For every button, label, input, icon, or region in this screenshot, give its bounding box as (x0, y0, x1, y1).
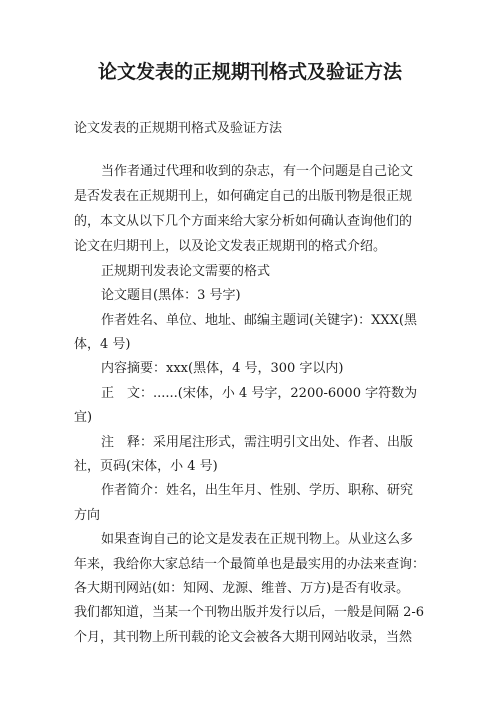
body-line-4: 论文在归期刊上，以及论文发表正规期刊的格式介绍。 (74, 239, 387, 254)
format-item-author: 作者姓名、单位、地址、邮编主题词(关键字)：XXX(黑 (101, 313, 417, 328)
format-item-bio: 作者简介：姓名，出生年月、性别、学历、职称、研究 (101, 483, 414, 498)
body-line-2: 是否发表在正规期刊上，如何确定自己的出版刊物是很正规 (74, 189, 413, 204)
document-subtitle: 论文发表的正规期刊格式及验证方法 (74, 121, 283, 136)
format-item-body: 正 文：......(宋体，小 4 号字，2200-6000 字符数为 (101, 386, 418, 401)
body-line-query-1: 如果查询自己的论文是发表在正规刊物上。从业这么多 (101, 532, 414, 547)
body-line-3: 的，本文从以下几个方面来给大家分析如何确认查询他们的 (74, 214, 413, 229)
body-line-1: 当作者通过代理和收到的杂志，有一个问题是自己论文 (101, 164, 414, 179)
body-line-query-3: 各大期刊网站(如：知网、龙源、维普、万方)是否有收录。 (74, 581, 410, 596)
format-item-notes: 注 释：采用尾注形式，需注明引文出处、作者、出版 (101, 435, 414, 450)
document-title: 论文发表的正规期刊格式及验证方法 (97, 61, 402, 83)
format-item-notes-cont: 社，页码(宋体，小 4 号) (74, 459, 218, 474)
section-heading-format: 正规期刊发表论文需要的格式 (101, 264, 271, 279)
body-line-query-2: 年来，我给你大家总结一个最简单也是最实用的办法来查询： (74, 557, 426, 572)
format-item-abstract: 内容摘要：xxx(黑体，4 号，300 字以内) (101, 361, 344, 376)
body-line-query-4: 我们都知道，当某一个刊物出版并发行以后，一般是间隔 2-6 (74, 605, 425, 620)
body-line-query-5: 个月，其刊物上所刊载的论文会被各大期刊网站收录，当然 (74, 630, 413, 645)
format-item-title: 论文题目(黑体：3 号字) (101, 288, 241, 303)
format-item-bio-cont: 方向 (74, 508, 101, 523)
format-item-author-cont: 体，4 号) (74, 337, 131, 352)
format-item-body-cont: 宜) (74, 410, 93, 425)
